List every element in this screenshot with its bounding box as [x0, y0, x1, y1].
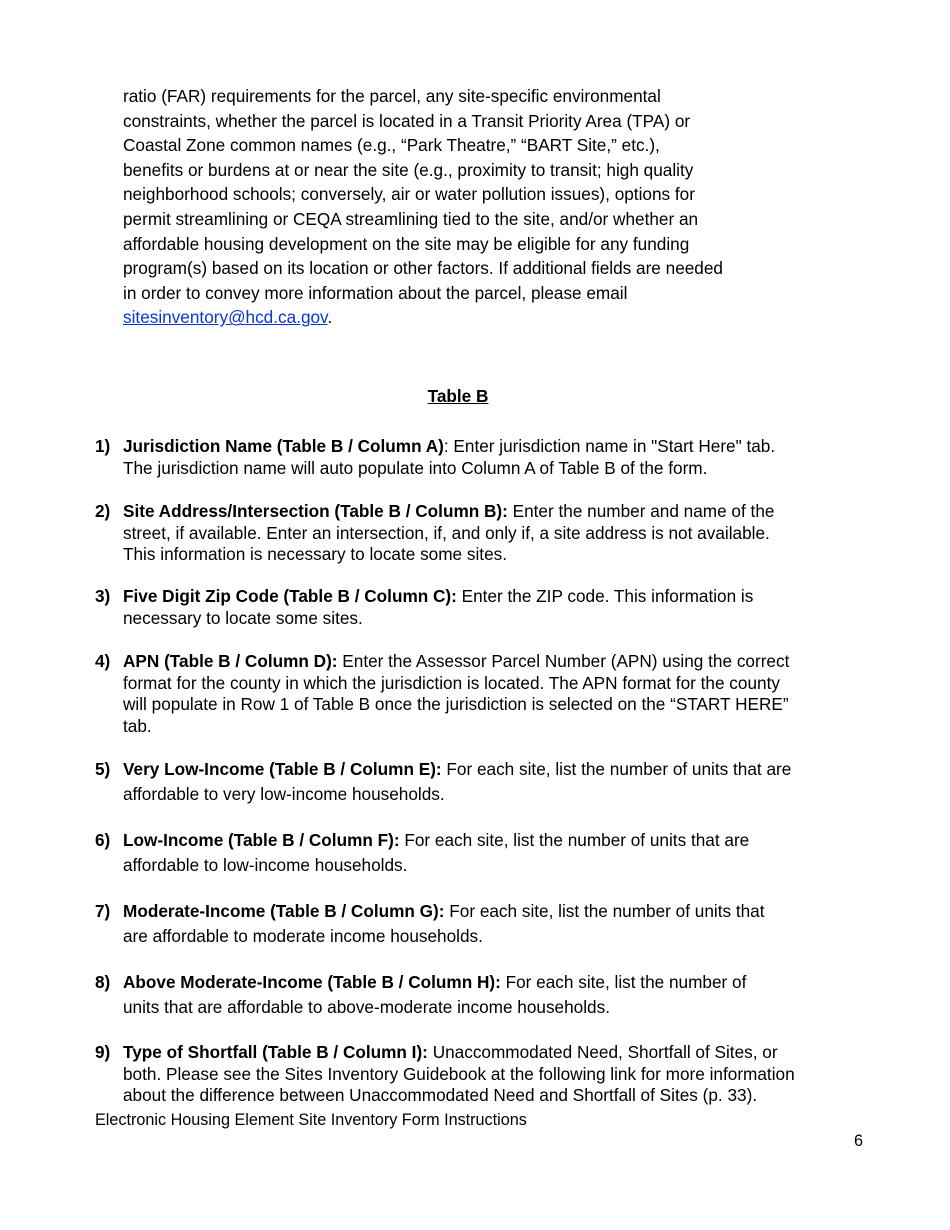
list-item: [95, 828, 860, 878]
page-number: 6: [853, 1132, 863, 1150]
table-b-heading: Table B: [427, 386, 489, 406]
item-line: [123, 899, 860, 924]
item-text: For each site, list the number of: [500, 972, 747, 992]
item-body: [123, 970, 860, 1020]
item-body: [123, 828, 860, 878]
item-number: 4): [95, 651, 111, 671]
intro-line: Coastal Zone common names (e.g., “Park Theatre,” “BART Site,” etc.),: [123, 135, 660, 156]
list-item: [95, 1042, 860, 1107]
item-text: Enter the number and name of the: [507, 501, 775, 521]
item-line: units that are affordable to above-moderate income households.: [123, 997, 610, 1017]
item-line: [123, 757, 860, 782]
item-line: both. Please see the Sites Inventory Guidebook at the following link for more information: [123, 1063, 795, 1084]
list-item: [95, 501, 860, 566]
item-line: [123, 828, 860, 853]
item-text: Unaccommodated Need, Shortfall of Sites, or: [427, 1042, 778, 1062]
item-line: necessary to locate some sites.: [123, 607, 363, 628]
footer-title: Electronic Housing Element Site Inventory Form Instructions: [95, 1111, 527, 1129]
item-text: Enter the ZIP code. This information is: [456, 586, 754, 606]
item-line: tab.: [123, 715, 152, 736]
item-term: Above Moderate-Income (Table B / Column H):: [123, 972, 501, 992]
item-line: format for the county in which the jurisdiction is located. The APN format for the county: [123, 672, 780, 693]
list-item: [95, 651, 860, 737]
list-item: [95, 970, 860, 1020]
item-line: affordable to very low-income households.: [123, 784, 445, 804]
list-item: [95, 586, 860, 629]
item-number: 1): [95, 436, 111, 456]
item-number: 7): [95, 901, 111, 921]
item-term: Moderate-Income (Table B / Column G):: [123, 901, 445, 921]
item-term: APN (Table B / Column D):: [123, 651, 338, 671]
item-term: Type of Shortfall (Table B / Column I):: [123, 1042, 428, 1062]
item-number: 2): [95, 501, 111, 521]
item-term: Site Address/Intersection (Table B / Column B):: [123, 501, 508, 521]
item-line: street, if available. Enter an intersection, if, and only if, a site address is not available.: [123, 522, 770, 543]
item-line: [123, 651, 860, 673]
item-text: For each site, list the number of units that are: [441, 759, 792, 779]
intro-line: ratio (FAR) requirements for the parcel, any site-specific environmental: [123, 86, 661, 106]
item-number: 3): [95, 586, 111, 606]
list-item: [95, 757, 860, 807]
intro-line: program(s) based on its location or other factors. If additional fields are needed: [123, 258, 723, 279]
intro-email-line: [123, 305, 803, 330]
item-text: : Enter jurisdiction name in "Start Here" tab.: [443, 436, 776, 456]
intro-paragraph: [123, 84, 803, 330]
item-term: Five Digit Zip Code (Table B / Column C):: [123, 586, 457, 606]
intro-line: in order to convey more information about the parcel, please email: [123, 282, 628, 303]
item-line: This information is necessary to locate some sites.: [123, 544, 508, 565]
item-body: [123, 757, 860, 807]
item-line: The jurisdiction name will auto populate into Column A of Table B of the form.: [123, 457, 708, 478]
item-number: 6): [95, 830, 111, 850]
item-line: will populate in Row 1 of Table B once the jurisdiction is selected on the “START HERE”: [123, 694, 789, 715]
item-line: are affordable to moderate income households.: [123, 926, 483, 946]
item-line: [123, 1042, 860, 1064]
intro-line: constraints, whether the parcel is located in a Transit Priority Area (TPA) or: [123, 110, 691, 131]
item-body: [123, 899, 860, 949]
item-number: 9): [95, 1042, 111, 1062]
item-term: Jurisdiction Name (Table B / Column A): [123, 436, 444, 456]
list-item: [95, 899, 860, 949]
item-line: [123, 586, 860, 608]
email-suffix: .: [327, 307, 333, 328]
intro-line: neighborhood schools; conversely, air or water pollution issues), options for: [123, 184, 695, 205]
item-text: Enter the Assessor Parcel Number (APN) using the correct: [337, 651, 790, 671]
list-item: [95, 436, 860, 479]
item-line: [123, 436, 860, 458]
item-line: about the difference between Unaccommodated Need and Shortfall of Sites (p. 33).: [123, 1085, 758, 1106]
item-line: [123, 501, 860, 523]
intro-line: affordable housing development on the site may be eligible for any funding: [123, 233, 690, 254]
item-line: affordable to low-income households.: [123, 855, 408, 875]
item-term: Low-Income (Table B / Column F):: [123, 830, 400, 850]
intro-line: benefits or burdens at or near the site (e.g., proximity to transit; high quality: [123, 159, 694, 180]
item-body: [123, 1042, 860, 1107]
item-body: [123, 586, 860, 629]
item-line: [123, 970, 860, 995]
intro-line: permit streamlining or CEQA streamlining tied to the site, and/or whether an: [123, 208, 699, 229]
item-body: [123, 651, 860, 737]
item-term: Very Low-Income (Table B / Column E):: [123, 759, 442, 779]
email-link[interactable]: sitesinventory@hcd.ca.gov: [123, 307, 328, 328]
item-body: [123, 436, 860, 479]
item-body: [123, 501, 860, 566]
item-number: 5): [95, 759, 111, 779]
item-number: 8): [95, 972, 111, 992]
item-text: For each site, list the number of units that: [444, 901, 765, 921]
item-text: For each site, list the number of units that are: [399, 830, 750, 850]
